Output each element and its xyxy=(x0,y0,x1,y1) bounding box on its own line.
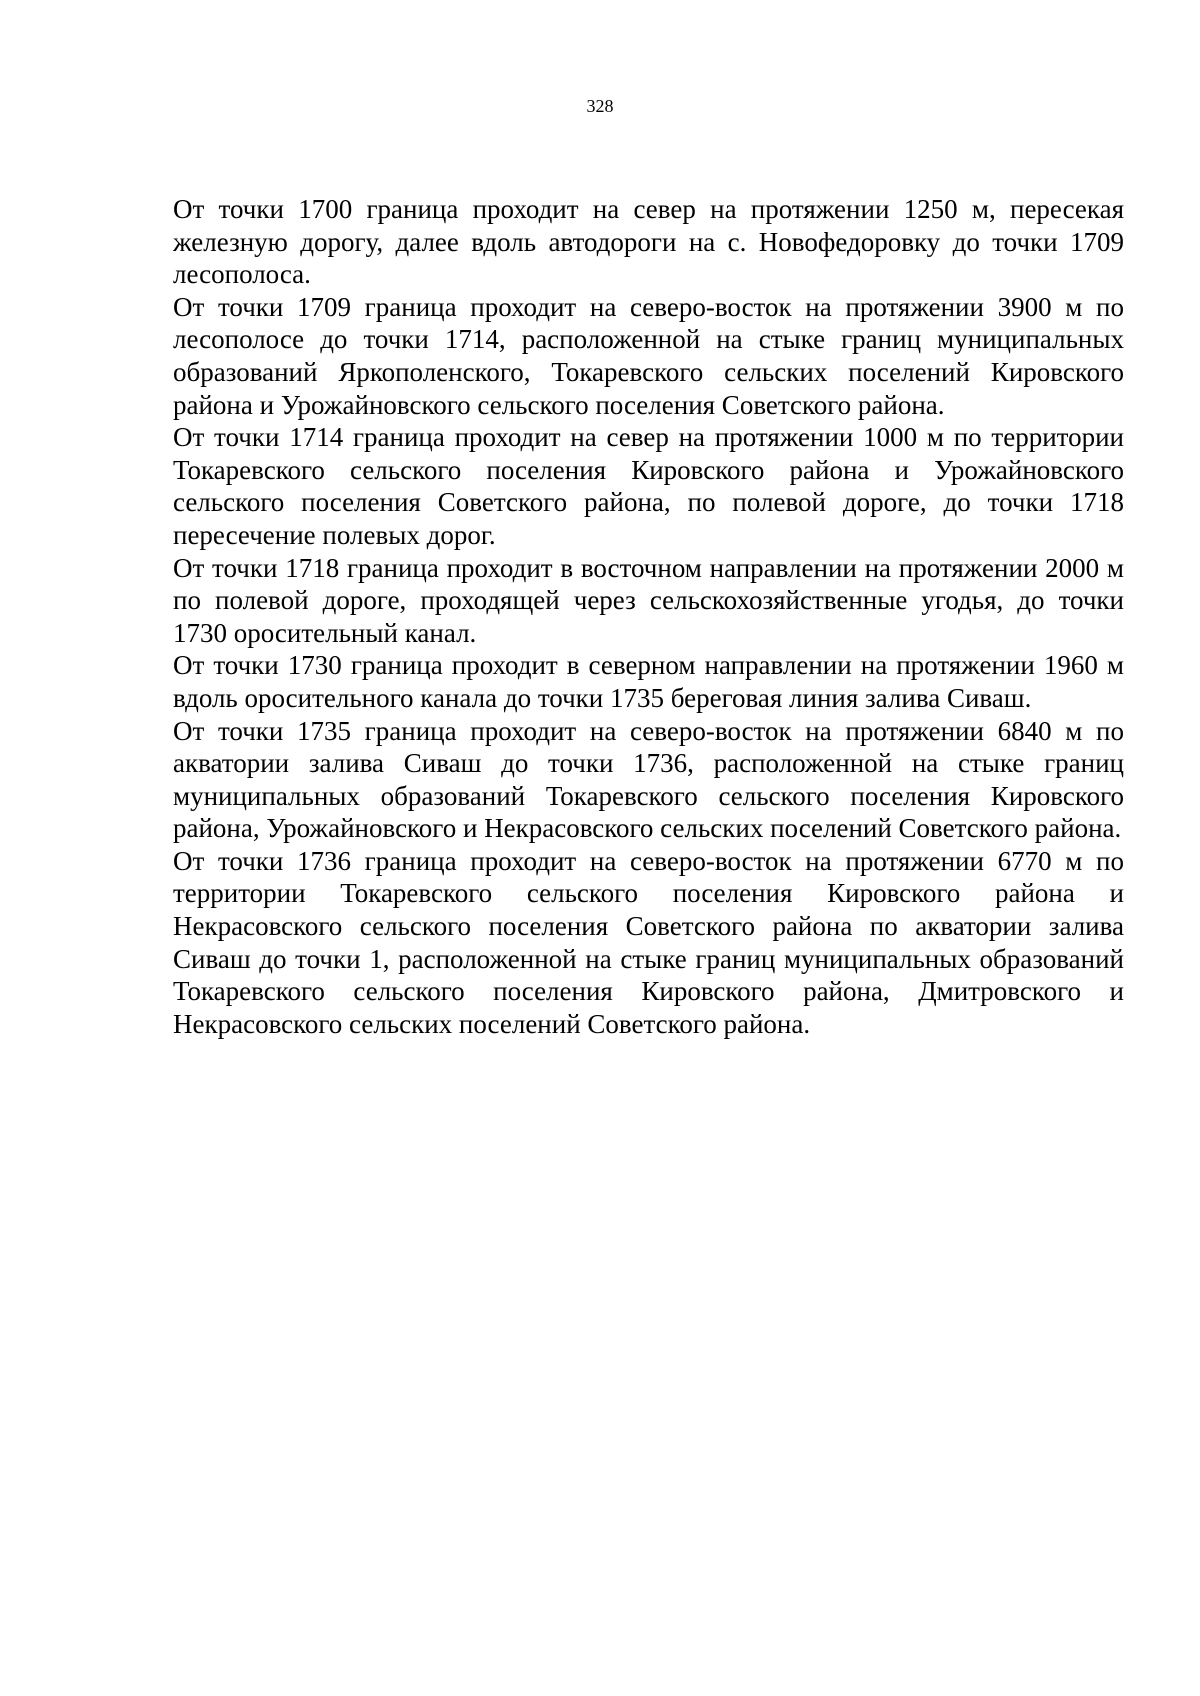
page-number: 328 xyxy=(586,96,614,116)
paragraph-5: От точки 1730 граница проходит в северном направлении на протяжении 1960 м вдоль оросительного канала до точки 1735 береговая линия залива Сиваш. xyxy=(173,650,1124,713)
paragraph-2: От точки 1709 граница проходит на северо-восток на протяжении 3900 м по лесополосе до точки 1714, расположенной на стыке границ муниципальных образований Яркополенского, Токаревского сельских поселений Кировского района и Урожайновского сельского поселения Советского района. xyxy=(173,291,1124,420)
paragraph-6: От точки 1735 граница проходит на северо-восток на протяжении 6840 м по акватории залива Сиваш до точки 1736, расположенной на стыке границ муниципальных образований Токаревского сельского поселения Кировского района, Урожайновского и Некрасовского сельских поселений Советского района. xyxy=(173,715,1124,844)
paragraph-3: От точки 1714 граница проходит на север на протяжении 1000 м по территории Токаревского сельского поселения Кировского района и Урожайновского сельского поселения Советского района, по полевой дороге, до точки 1718 пересечение полевых дорог. xyxy=(173,422,1124,550)
paragraph-7: От точки 1736 граница проходит на северо-восток на протяжении 6770 м по территории Токаревского сельского поселения Кировского района и Некрасовского сельского поселения Советского района по акватории залива Сиваш до точки 1, расположенной на стыке границ муниципальных образований Токаревского сельского поселения Кировского района, Дмитровского и Некрасовского сельских поселений Советского района. xyxy=(173,845,1124,1039)
paragraph-4: От точки 1718 граница проходит в восточном направлении на протяжении 2000 м по полевой дороге, проходящей через сельскохозяйственные угодья, до точки 1730 оросительный канал. xyxy=(173,552,1124,648)
paragraph-1: От точки 1700 граница проходит на север на протяжении 1250 м, пересекая железную дорогу, далее вдоль автодороги на с. Новофедоровку до точки 1709 лесополоса. xyxy=(173,194,1124,290)
document-body xyxy=(173,193,1124,1040)
